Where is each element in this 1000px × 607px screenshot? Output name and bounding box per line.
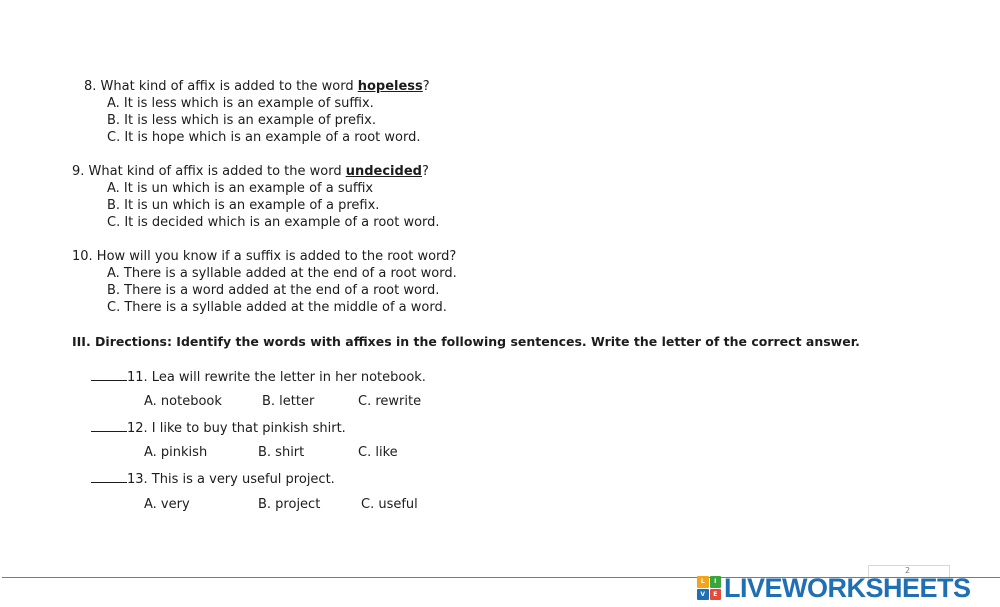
item-11-choice-a: A. notebook [144,394,222,409]
item-13-text: 13. This is a very useful project. [127,472,335,487]
question-8-keyword: hopeless [357,79,423,94]
question-9-keyword: undecided [345,164,422,179]
question-8-text: 8. What kind of affix is added to the word [84,79,358,94]
question-9 [72,163,429,180]
section-directions: III. Directions: Identify the words with affixes in the following sentences. Write the letter of the correct answer. [72,334,860,349]
logo-letter-i: I [710,576,722,588]
question-9-option-a: A. It is un which is an example of a suffix [107,181,374,196]
item-11-choice-b: B. letter [262,394,315,409]
answer-blank-13[interactable] [91,470,127,483]
question-9-text: 9. What kind of affix is added to the word [72,164,346,179]
brand-name: LIVEWORKSHEETS [724,572,971,603]
item-13 [91,470,335,488]
page-number: 2 [905,566,911,575]
question-9-option-c: C. It is decided which is an example of a root word. [107,215,440,230]
answer-blank-12[interactable] [91,419,127,432]
item-11 [91,368,426,386]
item-12 [91,419,346,437]
item-12-choice-a: A. pinkish [144,445,208,460]
question-9-mark: ? [421,164,429,179]
logo-letter-l: L [697,576,709,588]
answer-blank-11[interactable] [91,368,127,381]
item-12-choice-b: B. shirt [258,445,305,460]
item-13-choice-c: C. useful [361,497,418,512]
logo-letter-e: E [710,589,722,601]
item-11-choice-c: C. rewrite [358,394,422,409]
question-10-option-c: C. There is a syllable added at the middle of a word. [107,300,447,315]
item-13-choice-a: A. very [144,497,190,512]
item-11-text: 11. Lea will rewrite the letter in her notebook. [127,370,426,385]
question-8 [84,78,430,95]
question-9-option-b: B. It is un which is an example of a prefix. [107,198,380,213]
item-12-text: 12. I like to buy that pinkish shirt. [127,421,346,436]
question-8-option-b: B. It is less which is an example of prefix. [107,113,376,128]
question-10-option-a: A. There is a syllable added at the end of a root word. [107,266,457,281]
question-10-option-b: B. There is a word added at the end of a root word. [107,283,440,298]
question-8-mark: ? [422,79,430,94]
question-10: 10. How will you know if a suffix is added to the root word? [72,249,457,264]
question-8-option-c: C. It is hope which is an example of a root word. [107,130,421,145]
item-13-choice-b: B. project [258,497,321,512]
liveworksheets-logo-icon [697,576,721,600]
question-8-option-a: A. It is less which is an example of suffix. [107,96,374,111]
liveworksheets-logo [697,574,971,602]
item-12-choice-c: C. like [358,445,398,460]
logo-letter-v: V [697,589,709,601]
